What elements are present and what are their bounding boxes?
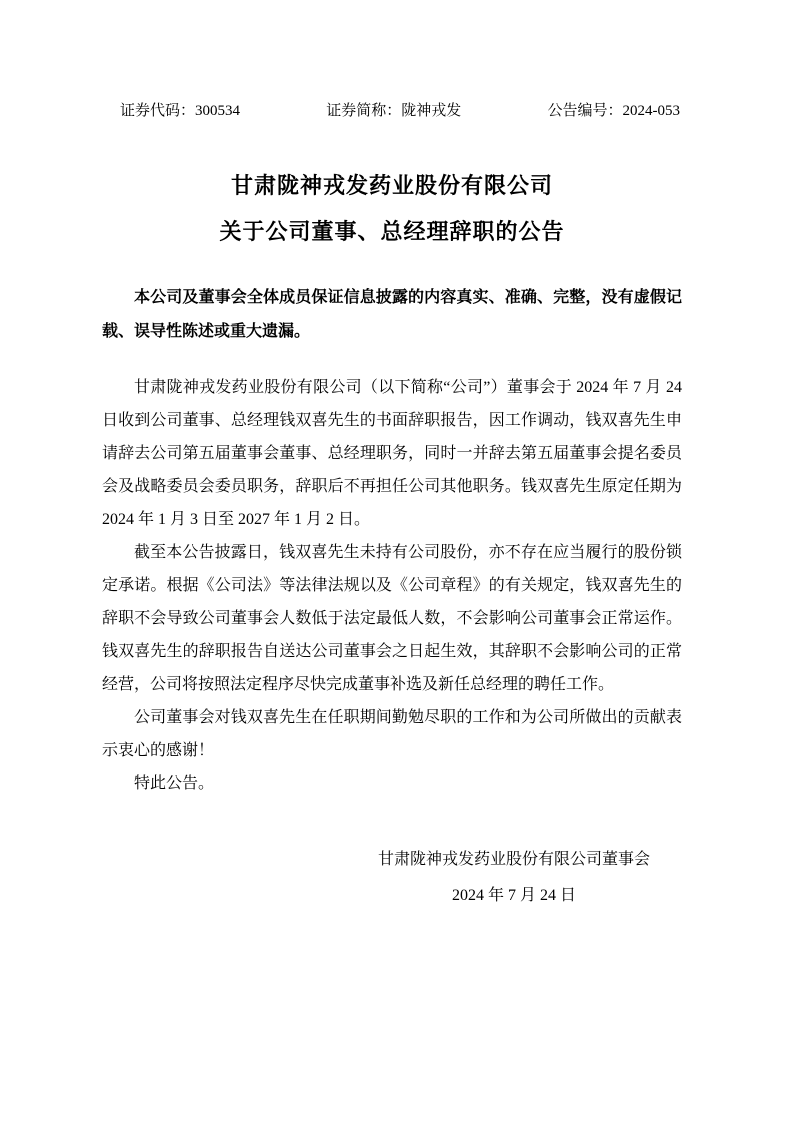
body-paragraph: 特此公告。: [134, 775, 215, 792]
stock-code: 证券代码：300534: [120, 103, 241, 119]
body-paragraph: 公司董事会对钱双喜先生在任职期间勤勉尽职的工作和为公司所做出的贡献表示衷心的感谢！: [102, 709, 682, 759]
body-paragraph: 甘肃陇神戎发药业股份有限公司（以下简称“公司”）董事会于 2024 年 7 月 24 日收到公司董事、总经理钱双喜先生的书面辞职报告，因工作调动，钱双喜先生申请辞去公司第五届董事会董事、总经理职务，同时一并辞去第五届董事会提名委员会及战略委员会委员职务，辞职后不再担任公司其他职务。钱双喜先生原定任期为 2024 年 1 月 3 日至 2027 年 1 月 2 日。: [102, 379, 682, 528]
signature-inner: [378, 842, 650, 914]
signature-block: [102, 842, 682, 914]
signature-date: 2024 年 7 月 24 日: [451, 887, 576, 904]
document-title: [102, 163, 682, 255]
document-body: [102, 371, 682, 800]
signature-company: 甘肃陇神戎发药业股份有限公司董事会: [377, 851, 650, 868]
stock-abbreviation: 证券简称：陇神戎发: [326, 103, 462, 119]
announcement-number: 公告编号：2024-053: [547, 103, 680, 119]
document-title-line2: 关于公司董事、总经理辞职的公告: [219, 219, 565, 244]
body-paragraph: 截至本公告披露日，钱双喜先生未持有公司股份，亦不存在应当履行的股份锁定承诺。根据《公司法》等法律法规以及《公司章程》的有关规定，钱双喜先生的辞职不会导致公司董事会人数低于法定最低人数，不会影响公司董事会正常运作。钱双喜先生的辞职报告自送达公司董事会之日起生效，其辞职不会影响公司的正常经营，公司将按照法定程序尽快完成董事补选及新任总经理的聘任工作。: [102, 544, 682, 693]
document-title-line1: 甘肃陇神戎发药业股份有限公司: [230, 173, 553, 198]
disclaimer-paragraph: 本公司及董事会全体成员保证信息披露的内容真实、准确、完整，没有虚假记载、误导性陈述或重大遗漏。: [102, 289, 682, 340]
document-header: [102, 101, 682, 121]
